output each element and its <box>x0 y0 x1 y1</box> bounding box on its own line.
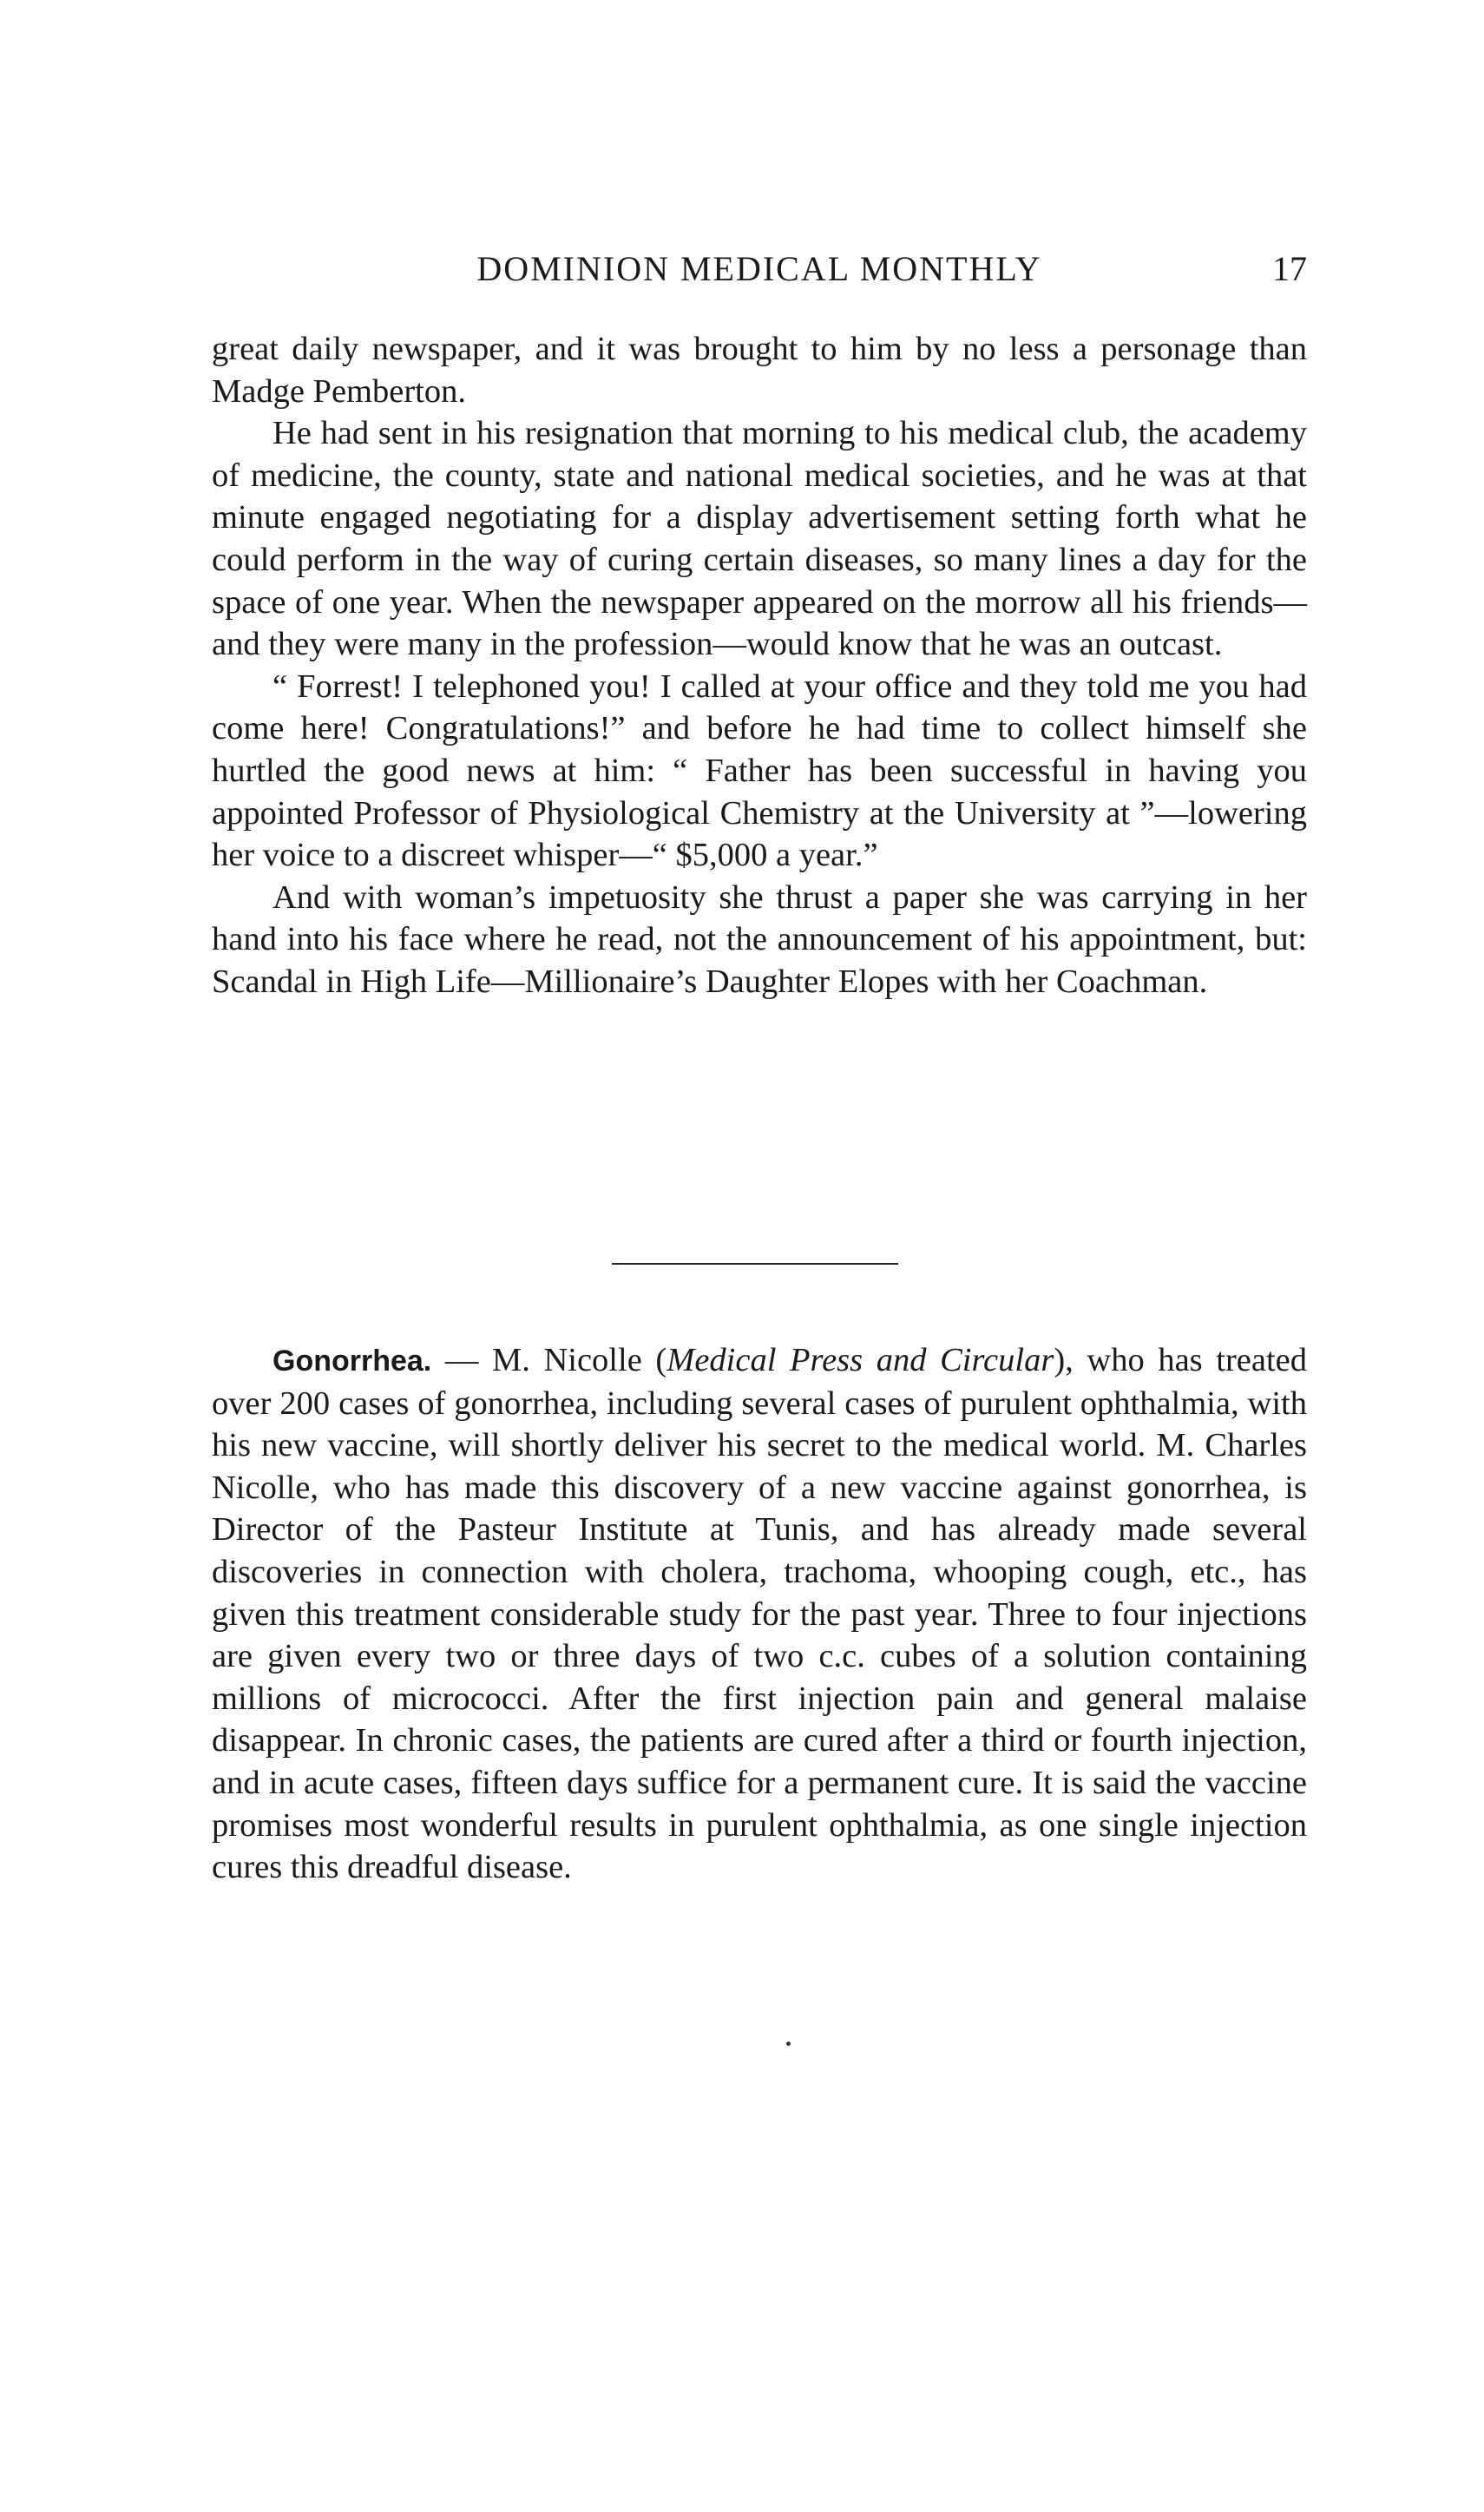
story-paragraph-2: He had sent in his resignation that morning to his medical club, the academy of medicine, the county, state and national medical societies, and he was at that minute engaged negotiating for a display advertisement setting forth what he could perform in the way of curing certain diseases, so many lines a day for the space of one year. When the newspaper appeared on the morrow all his friends—and they were many in the profession—would know that he was an outcast. <box>212 415 1307 663</box>
article-body: ), who has treated over 200 cases of gonorrhea, including several cases of purulent ophthalmia, with his new vaccine, will shortly deliver his secret to the medical world. M. Charles Nicolle, who has made this discovery of a new vaccine against gonorrhea, is Director of the Pasteur Institute at Tunis, and has already made several discoveries in connection with cholera, trachoma, whooping cough, etc., has given this treatment considerable study for the past year. Three to four injections are given every two or three days of two c.c. cubes of a solution containing millions of micrococci. After the first injection pain and general malaise disappear. In chronic cases, the patients are cured after a third or fourth injection, and in acute cases, fifteen days suffice for a permanent cure. It is said the vaccine promises most wonderful results in purulent ophthalmia, as one single injection cures this dreadful disease. <box>212 1342 1307 1886</box>
running-head <box>212 243 1307 295</box>
story-paragraph-4: And with woman’s impetuosity she thrust a paper she was carrying in her hand into his face where he read, not the announcement of his appointment, but: Scandal in High Life—Millionaire’s Daughter Elopes with her Coachman. <box>212 878 1307 1000</box>
article-paragraph <box>212 1339 1307 1889</box>
story-paragraph-3: “ Forrest! I telephoned you! I called at your office and they told me you had come here! Congratulations!” and before he had time to collect himself she hurtled the good news at him: “ Father has been successful in having you appointed Professor of Physiological Chemistry at the University at ”—lowering her voice to a discreet whisper—“ $5,000 a year.” <box>212 667 1307 874</box>
article-dash: — M. Nicolle ( <box>431 1342 667 1378</box>
gonorrhea-article <box>212 1339 1307 1889</box>
article-citation: Medical Press and Circular <box>666 1342 1054 1378</box>
story-continuation <box>212 328 1307 1003</box>
article-heading: Gonorrhea. <box>273 1345 432 1378</box>
story-paragraph-1: great daily newspaper, and it was brought to him by no less a personage than Madge Pemberton. <box>212 331 1307 410</box>
print-speck <box>786 2042 791 2046</box>
section-divider <box>612 1263 898 1265</box>
running-title: DOMINION MEDICAL MONTHLY <box>476 249 1042 288</box>
page-number: 17 <box>1272 249 1307 288</box>
